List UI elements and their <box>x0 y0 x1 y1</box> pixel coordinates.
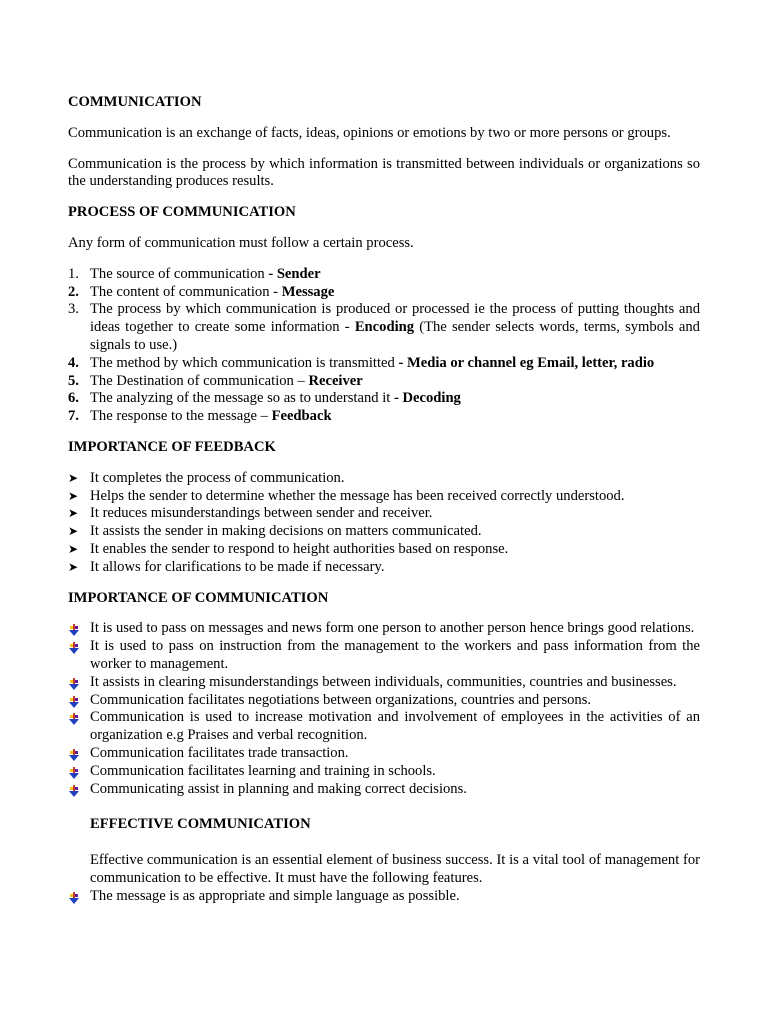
list-item: Communication facilitates learning and training in schools. <box>68 763 700 781</box>
list-item: 2. The content of communication - Message <box>68 283 335 300</box>
list-number: 1. <box>68 265 79 282</box>
document-content <box>68 94 700 905</box>
list-number: 5. <box>68 372 79 389</box>
list-item: Communication facilitates trade transaction. <box>68 745 700 763</box>
list-item: ➤ It assists the sender in making decisions on matters communicated. <box>68 523 482 540</box>
importance-list <box>68 620 700 798</box>
effective-list <box>68 888 700 906</box>
list-item: ➤ It enables the sender to respond to height authorities based on response. <box>68 540 509 557</box>
list-item: 7. The response to the message – Feedback <box>68 408 332 425</box>
arrow-bullet-icon: ➤ <box>68 470 79 485</box>
list-item: The message is as appropriate and simple language as possible. <box>68 888 700 906</box>
flag-bullet-icon <box>68 642 80 654</box>
flag-bullet-icon <box>68 749 80 761</box>
arrow-bullet-icon: ➤ <box>68 506 79 521</box>
list-item: 5. The Destination of communication – Receiver <box>68 372 363 389</box>
flag-bullet-icon <box>68 767 80 779</box>
document-title: COMMUNICATION <box>68 94 202 110</box>
list-number: 3. <box>68 301 79 318</box>
flag-bullet-icon <box>68 678 80 690</box>
list-item: ➤ Helps the sender to determine whether the message has been received correctly understood. <box>68 487 625 504</box>
list-item: 6. The analyzing of the message so as to understand it - Decoding <box>68 390 461 407</box>
arrow-bullet-icon: ➤ <box>68 488 79 503</box>
list-item: 4. The method by which communication is transmitted - Media or channel eg Email, letter, radio <box>68 354 655 371</box>
list-number: 6. <box>68 390 79 407</box>
flag-bullet-icon <box>68 713 80 725</box>
list-item: Communication is used to increase motivation and involvement of employees in the activities of an organization e.g Praises and verbal recognition. <box>68 709 700 745</box>
section-heading-feedback: IMPORTANCE OF FEEDBACK <box>68 438 276 455</box>
process-intro: Any form of communication must follow a certain process. <box>68 234 414 251</box>
section-heading-effective: EFFECTIVE COMMUNICATION <box>90 816 311 833</box>
flag-bullet-icon <box>68 785 80 797</box>
feedback-list <box>68 470 700 577</box>
list-item: Communicating assist in planning and making correct decisions. <box>68 781 700 799</box>
list-item: ➤ It reduces misunderstandings between sender and receiver. <box>68 505 433 522</box>
intro-paragraph: Communication is an exchange of facts, ideas, opinions or emotions by two or more persons or groups. <box>68 124 671 141</box>
list-number: 2. <box>68 283 79 300</box>
section-heading-process: PROCESS OF COMMUNICATION <box>68 204 296 221</box>
list-item: ➤ It allows for clarifications to be made if necessary. <box>68 558 385 575</box>
arrow-bullet-icon: ➤ <box>68 524 79 539</box>
flag-bullet-icon <box>68 624 80 636</box>
process-list <box>68 266 700 426</box>
list-item: ➤ It completes the process of communication. <box>68 469 345 486</box>
list-number: 4. <box>68 354 79 371</box>
list-item: 3. The process by which communication is produced or processed ie the process of putting thoughts and ideas together to create some information - Encoding (The sender selects words, terms, symbols and signals to use.) <box>68 301 700 353</box>
intro-paragraph: Communication is the process by which information is transmitted between individuals or organizations so the understanding produces results. <box>68 155 700 190</box>
arrow-bullet-icon: ➤ <box>68 559 79 574</box>
list-item: It is used to pass on messages and news form one person to another person hence brings good relations. <box>68 620 700 638</box>
list-item: It assists in clearing misunderstandings between individuals, communities, countries and businesses. <box>68 674 700 692</box>
list-number: 7. <box>68 408 79 425</box>
arrow-bullet-icon: ➤ <box>68 541 79 556</box>
flag-bullet-icon <box>68 696 80 708</box>
flag-bullet-icon <box>68 892 80 904</box>
section-heading-importance: IMPORTANCE OF COMMUNICATION <box>68 589 329 606</box>
list-item: It is used to pass on instruction from the management to the workers and pass information from the worker to management. <box>68 638 700 674</box>
list-item: Communication facilitates negotiations between organizations, countries and persons. <box>68 692 700 710</box>
effective-paragraph: Effective communication is an essential element of business success. It is a vital tool of management for communication to be effective. It must have the following features. <box>90 852 700 886</box>
list-item: 1. The source of communication - Sender <box>68 265 321 282</box>
